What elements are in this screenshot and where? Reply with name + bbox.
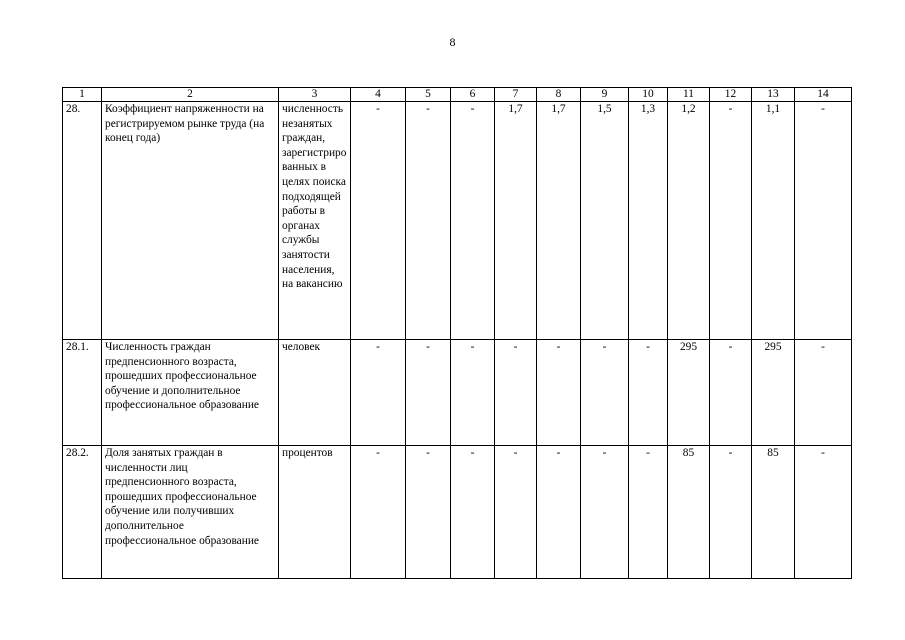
table-row — [63, 340, 852, 446]
header-cell: 8 — [537, 88, 581, 102]
value-cell: - — [351, 340, 406, 446]
value-cell: - — [581, 340, 629, 446]
value-cell: - — [581, 446, 629, 579]
unit-of-measure: человек — [279, 340, 351, 446]
header-cell: 13 — [752, 88, 795, 102]
table-row — [63, 446, 852, 579]
value-cell: - — [495, 446, 537, 579]
value-cell: - — [351, 446, 406, 579]
value-cell: 295 — [752, 340, 795, 446]
value-cell: - — [495, 340, 537, 446]
value-cell: - — [710, 340, 752, 446]
header-cell: 12 — [710, 88, 752, 102]
value-cell: - — [795, 340, 852, 446]
value-cell: - — [710, 446, 752, 579]
header-cell: 7 — [495, 88, 537, 102]
value-cell: - — [629, 446, 668, 579]
row-number: 28. — [63, 102, 102, 340]
table-header-row — [63, 88, 852, 102]
header-cell: 4 — [351, 88, 406, 102]
value-cell: - — [795, 102, 852, 340]
value-cell: - — [537, 446, 581, 579]
unit-of-measure: процентов — [279, 446, 351, 579]
row-number: 28.1. — [63, 340, 102, 446]
header-cell: 9 — [581, 88, 629, 102]
value-cell: 85 — [668, 446, 710, 579]
value-cell: - — [629, 340, 668, 446]
header-cell: 14 — [795, 88, 852, 102]
value-cell: - — [451, 446, 495, 579]
value-cell: 1,2 — [668, 102, 710, 340]
header-cell: 1 — [63, 88, 102, 102]
header-cell: 6 — [451, 88, 495, 102]
value-cell: - — [451, 340, 495, 446]
value-cell: 1,5 — [581, 102, 629, 340]
indicators-table — [62, 87, 852, 579]
value-cell: - — [351, 102, 406, 340]
table-row — [63, 102, 852, 340]
indicator-name: Численность граждан предпенсионного возраста, прошедших профессиональное обучение и дополнительное профессиональное образование — [102, 340, 279, 446]
value-cell: 295 — [668, 340, 710, 446]
value-cell: 1,3 — [629, 102, 668, 340]
value-cell: 1,7 — [537, 102, 581, 340]
header-cell: 10 — [629, 88, 668, 102]
indicator-name: Доля занятых граждан в численности лиц предпенсионного возраста, прошедших профессиональное обучение или получивших дополнительное профессиональное образование — [102, 446, 279, 579]
value-cell: - — [537, 340, 581, 446]
value-cell: 1,7 — [495, 102, 537, 340]
value-cell: - — [710, 102, 752, 340]
value-cell: 85 — [752, 446, 795, 579]
page-number: 8 — [449, 35, 456, 49]
row-number: 28.2. — [63, 446, 102, 579]
value-cell: - — [795, 446, 852, 579]
indicator-name: Коэффициент напряженности на регистрируемом рынке труда (на конец года) — [102, 102, 279, 340]
header-cell: 5 — [406, 88, 451, 102]
header-cell: 3 — [279, 88, 351, 102]
value-cell: - — [406, 340, 451, 446]
value-cell: 1,1 — [752, 102, 795, 340]
value-cell: - — [406, 102, 451, 340]
value-cell: - — [451, 102, 495, 340]
unit-of-measure: численность незанятых граждан, зарегистрированных в целях поиска подходящей работы в органах службы занятости населения, на вакансию — [279, 102, 351, 340]
header-cell: 2 — [102, 88, 279, 102]
value-cell: - — [406, 446, 451, 579]
header-cell: 11 — [668, 88, 710, 102]
